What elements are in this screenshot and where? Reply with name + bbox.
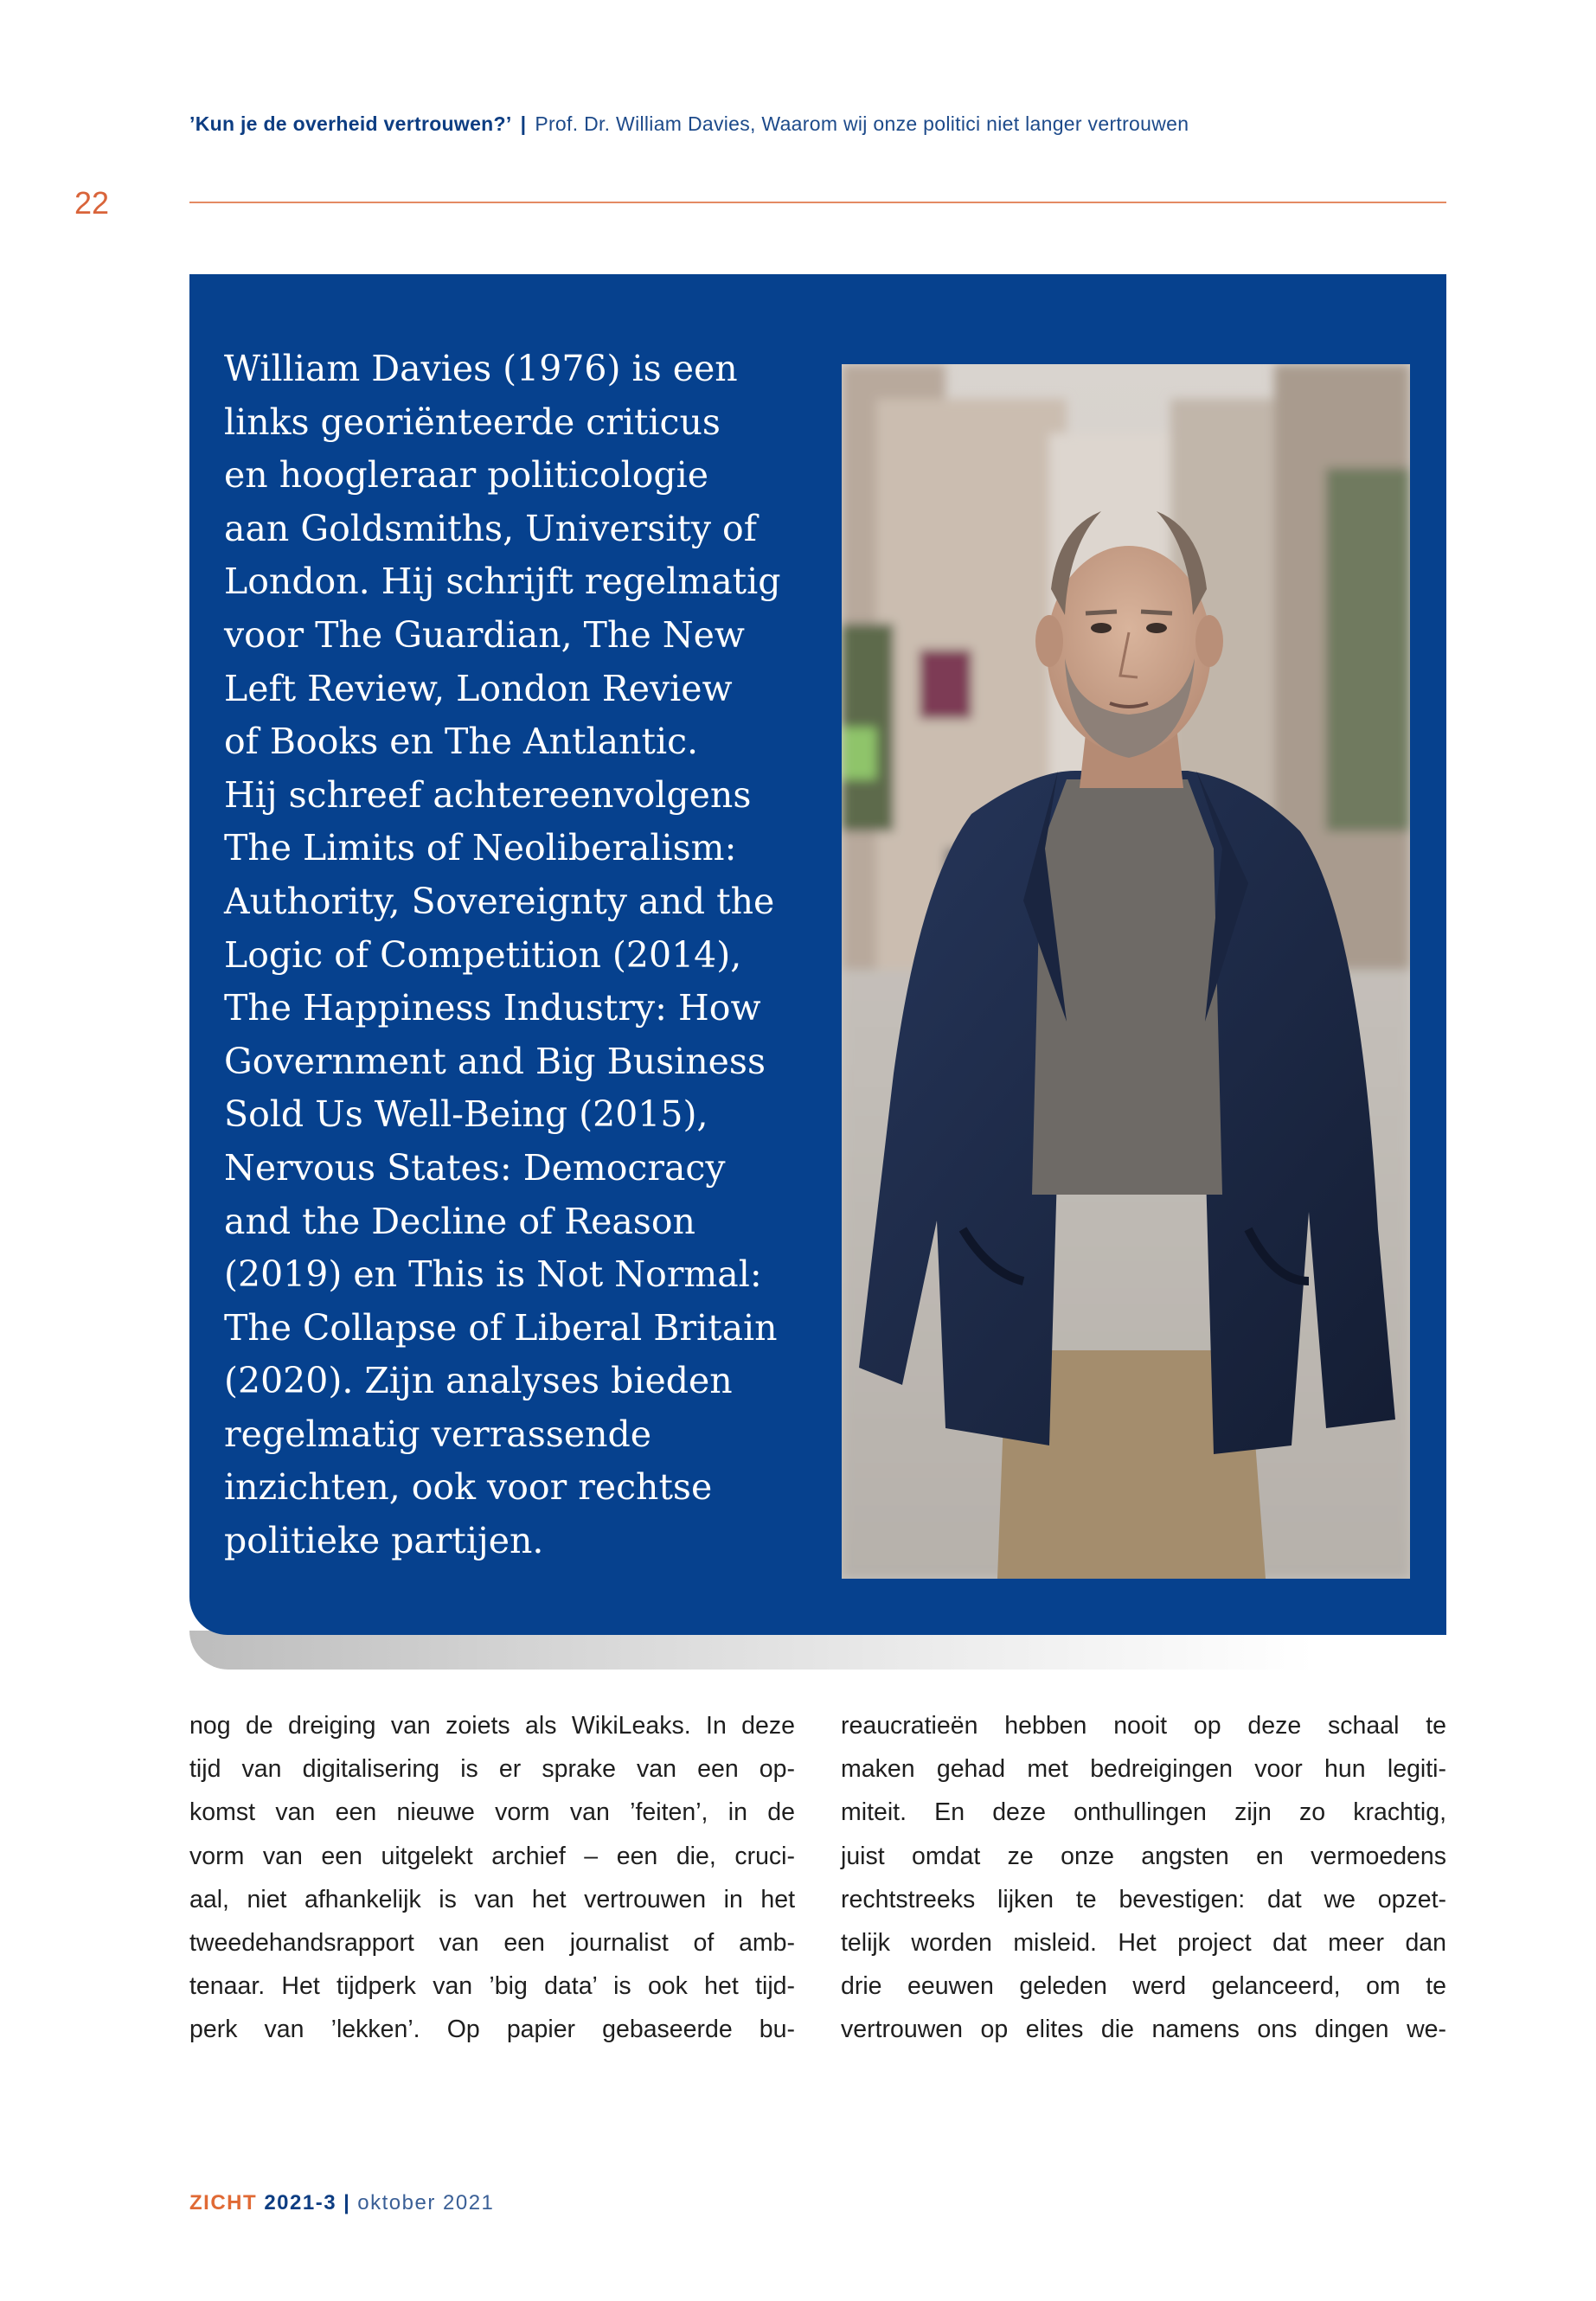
bio-line: voor The Guardian, The New — [224, 613, 745, 656]
body-column-left — [189, 1704, 795, 2052]
author-portrait-photo — [842, 364, 1410, 1579]
bio-line: politieke partijen. — [224, 1520, 544, 1562]
bio-line: Logic of Competition (2014), — [224, 933, 742, 976]
bio-line: of Books en The Antlantic. — [224, 721, 699, 763]
body-line: juist omdat ze onze angsten en vermoedens — [841, 1842, 1446, 1870]
bio-line: The Limits of Neoliberalism: — [224, 827, 737, 869]
footer-separator: | — [343, 2191, 351, 2214]
bio-line: Nervous States: Democracy — [224, 1146, 726, 1189]
bio-line: The Collapse of Liberal Britain — [224, 1306, 778, 1349]
running-header — [189, 112, 1444, 136]
body-line: tweedehandsrapport van een journalist of amb- — [189, 1929, 795, 1958]
body-column-right — [841, 1704, 1446, 2052]
portrait-illustration — [842, 364, 1410, 1579]
body-line: rechtstreeks lijken te bevestigen: dat we opzet- — [841, 1885, 1446, 1913]
bio-line: (2020). Zijn analyses bieden — [224, 1360, 733, 1402]
issue-number: 2021-3 — [264, 2191, 337, 2214]
bio-line: William Davies (1976) is een — [224, 348, 738, 389]
article-series-title: ’Kun je de overheid vertrouwen?’ — [189, 112, 512, 135]
bio-line: The Happiness Industry: How — [224, 987, 761, 1029]
bio-line: Government and Big Business — [224, 1040, 766, 1082]
bio-line: Hij schreef achtereenvolgens — [224, 773, 752, 816]
body-line: nog de dreiging van zoiets als WikiLeaks. In deze — [189, 1712, 795, 1740]
box-shadow — [189, 1631, 1314, 1670]
bio-line: (2019) en This is Not Normal: — [224, 1253, 762, 1296]
body-line: vertrouwen op elites die namens ons dingen we- — [841, 2016, 1446, 2044]
bio-line: London. Hij schrijft regelmatig — [224, 561, 781, 603]
bio-line: inzichten, ook voor rechtse — [224, 1466, 713, 1509]
body-line: telijk worden misleid. Het project dat meer dan — [841, 1929, 1446, 1958]
body-line: maken gehad met bedreigingen voor hun legiti- — [841, 1755, 1446, 1784]
magazine-name: ZICHT — [189, 2191, 258, 2214]
author-bio — [224, 343, 812, 1568]
body-line: drie eeuwen geleden werd gelanceerd, om te — [841, 1972, 1446, 2001]
bio-line: aan Goldsmiths, University of — [224, 507, 757, 549]
bio-line: links georiënteerde criticus — [224, 401, 721, 443]
body-line: aal, niet afhankelijk is van het vertrouwen in het — [189, 1885, 795, 1913]
article-subtitle: Prof. Dr. William Davies, Waarom wij onze politici niet langer vertrouwen — [535, 112, 1189, 135]
bio-line: Left Review, London Review — [224, 667, 733, 709]
body-line: reaucratieën hebben nooit op deze schaal te — [841, 1712, 1446, 1740]
issue-date: oktober 2021 — [357, 2191, 495, 2214]
page-number: 22 — [74, 185, 110, 221]
page-footer — [189, 2191, 494, 2215]
bio-line: Sold Us Well-Being (2015), — [224, 1093, 708, 1136]
bio-line: Authority, Sovereignty and the — [224, 880, 775, 922]
header-rule — [189, 202, 1446, 203]
header-separator: | — [520, 112, 527, 135]
body-line: vorm van een uitgelekt archief – een die, cruci- — [189, 1842, 795, 1870]
bio-line: and the Decline of Reason — [224, 1200, 695, 1242]
body-line: miteit. En deze onthullingen zijn zo krachtig, — [841, 1798, 1446, 1827]
body-line: komst van een nieuwe vorm van ’feiten’, in de — [189, 1798, 795, 1827]
body-line: tenaar. Het tijdperk van ’big data’ is ook het tijd- — [189, 1972, 795, 2001]
body-line: perk van ’lekken’. Op papier gebaseerde bu- — [189, 2016, 795, 2044]
bio-line: regelmatig verrassende — [224, 1413, 652, 1455]
bio-line: en hoogleraar politicologie — [224, 454, 709, 497]
body-line: tijd van digitalisering is er sprake van een op- — [189, 1755, 795, 1784]
